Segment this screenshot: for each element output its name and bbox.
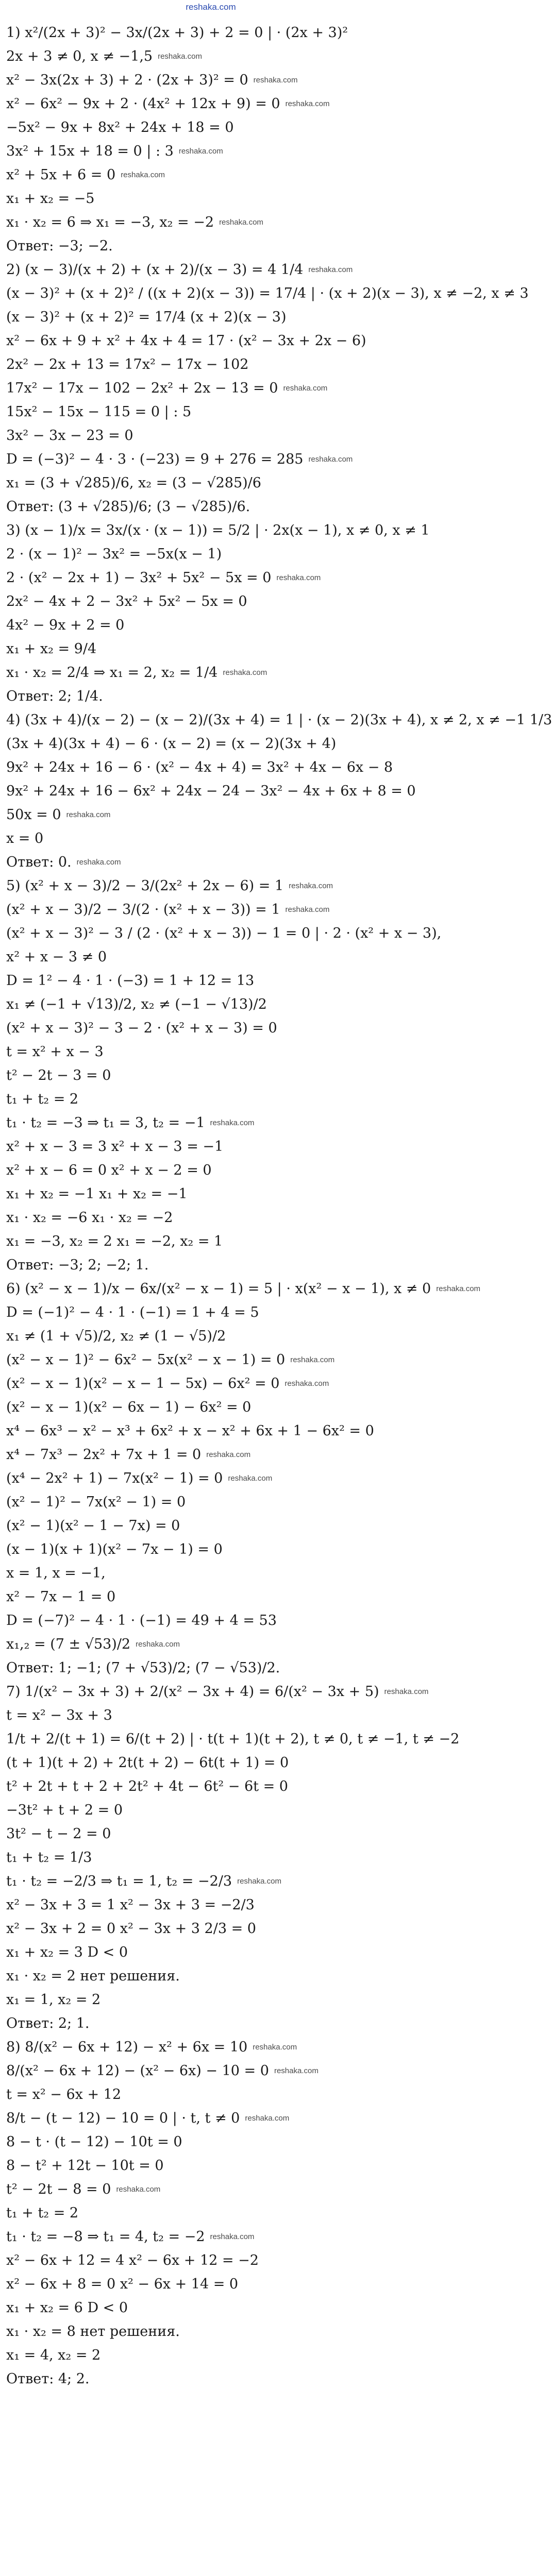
equation-text: (x² + x − 3)² − 3 − 2 · (x² + x − 3) = 0 <box>6 1020 277 1036</box>
solution-line <box>6 1466 413 1490</box>
equation-text: 3) (x − 1)/x = 3x/(x · (x − 1)) = 5/2 | · 2x(x − 1), x ≠ 0, x ≠ 1 <box>6 522 430 538</box>
equation-text: t = x² − 6x + 12 <box>6 2086 122 2103</box>
equation-text: 2x² − 4x + 2 − 3x² + 5x² − 5x = 0 <box>6 593 247 609</box>
solution-line <box>6 2201 413 2225</box>
solution-line <box>6 732 413 755</box>
solution-line <box>6 376 413 400</box>
equation-text: (x − 3)² + (x + 2)² = 17/4 (x + 2)(x − 3) <box>6 309 287 325</box>
solution-line <box>6 1348 413 1371</box>
equation-text: 9x² + 24x + 16 − 6 · (x² − 4x + 4) = 3x² + 4x − 6x − 8 <box>6 759 393 775</box>
equation-text: (x² − x − 1)(x² − 6x − 1) − 6x² = 0 <box>6 1399 252 1415</box>
solution-line <box>6 1632 413 1656</box>
equation-text: t₁ + t₂ = 1/3 <box>6 1849 92 1866</box>
watermark: reshaka.com <box>384 1687 429 1696</box>
solution-line <box>6 281 529 305</box>
solution-line <box>6 803 413 826</box>
solution-line <box>6 44 413 68</box>
equation-text: x₁ + x₂ = 6 D < 0 <box>6 2299 128 2316</box>
equation-text: (x − 1)(x + 1)(x² − 7x − 1) = 0 <box>6 1541 223 1557</box>
equation-text: 7) 1/(x² − 3x + 3) + 2/(x² − 3x + 4) = 6/(x² − 3x + 5) <box>6 1683 379 1700</box>
equation-text: 50x = 0 <box>6 806 61 823</box>
solution-line <box>6 969 413 992</box>
solution-line <box>6 2106 413 2130</box>
equation-text: (t + 1)(t + 2) + 2t(t + 2) − 6t(t + 1) = 0 <box>6 1754 289 1771</box>
equation-text: x² − 6x + 8 = 0 x² − 6x + 14 = 0 <box>6 2276 239 2292</box>
equation-text: 4) (3x + 4)/(x − 2) − (x − 2)/(3x + 4) = 1 | · (x − 2)(3x + 4), x ≠ 2, x ≠ −1 1/3 <box>6 711 552 728</box>
solution-line <box>6 1988 413 2011</box>
solution-line <box>6 992 413 1016</box>
solution-line <box>6 1182 413 1206</box>
watermark: reshaka.com <box>136 1639 180 1649</box>
solution-line <box>6 2177 413 2201</box>
equation-text: 8/t − (t − 12) − 10 = 0 | · t, t ≠ 0 <box>6 2110 240 2126</box>
solution-line <box>6 2343 413 2367</box>
equation-text: x₁ · x₂ = 2/4 ⇒ x₁ = 2, x₂ = 1/4 <box>6 664 218 681</box>
solution-line <box>6 897 413 921</box>
equation-text: x² − 6x² − 9x + 2 · (4x² + 12x + 9) = 0 <box>6 95 280 112</box>
solution-line <box>6 2296 413 2319</box>
equation-text: 2x + 3 ≠ 0, x ≠ −1,5 <box>6 48 153 64</box>
equation-text: x₁ ≠ (−1 + √13)/2, x₂ ≠ (−1 − √13)/2 <box>6 996 267 1012</box>
watermark: reshaka.com <box>121 170 165 179</box>
solution-line <box>6 945 413 969</box>
equation-text: 1) x²/(2x + 3)² − 3x/(2x + 3) + 2 = 0 | · (2x + 3)² <box>6 24 348 41</box>
equation-text: 8/(x² − 6x + 12) − (x² − 6x) − 10 = 0 <box>6 2062 269 2079</box>
solution-line <box>6 1727 460 1751</box>
solution-line <box>6 637 413 660</box>
equation-text: (x² − x − 1)(x² − x − 1 − 5x) − 6x² = 0 <box>6 1375 280 1392</box>
solution-line <box>6 1229 413 1253</box>
solution-line <box>6 518 430 542</box>
equation-text: x = 0 <box>6 830 44 846</box>
solution-line <box>6 1016 413 1040</box>
equation-text: −3t² + t + 2 = 0 <box>6 1802 123 1818</box>
watermark: reshaka.com <box>436 1284 481 1293</box>
solution-line <box>6 1561 413 1585</box>
watermark: reshaka.com <box>274 2066 319 2075</box>
equation-text: t = x² − 3x + 3 <box>6 1707 112 1723</box>
watermark: reshaka.com <box>158 52 202 61</box>
watermark: reshaka.com <box>210 1118 255 1127</box>
solution-line <box>6 1798 413 1822</box>
solution-line <box>6 258 413 281</box>
equation-text: (x² + x − 3)/2 − 3/(2 · (x² + x − 3)) = 1 <box>6 901 280 918</box>
solution-line <box>6 21 413 44</box>
solution-line <box>6 1111 413 1134</box>
equation-text: Ответ: −3; 2; −2; 1. <box>6 1257 149 1273</box>
equation-text: 4x² − 9x + 2 = 0 <box>6 617 125 633</box>
equation-text: x² + x − 3 = 3 x² + x − 3 = −1 <box>6 1138 224 1155</box>
answer-line <box>6 2011 413 2035</box>
equation-text: 8 − t · (t − 12) − 10t = 0 <box>6 2133 182 2150</box>
solution-line <box>6 613 413 637</box>
equation-text: x² − 7x − 1 = 0 <box>6 1588 116 1605</box>
solution-line <box>6 660 413 684</box>
watermark: reshaka.com <box>219 217 263 227</box>
solution-line <box>6 2059 413 2082</box>
equation-text: −5x² − 9x + 8x² + 24x + 18 = 0 <box>6 119 234 135</box>
answer-line <box>6 684 413 708</box>
solution-line <box>6 1277 481 1300</box>
solution-line <box>6 1537 413 1561</box>
solution-line <box>6 92 413 115</box>
equation-text: x = 1, x = −1, <box>6 1565 106 1581</box>
solution-line <box>6 352 413 376</box>
solution-line <box>6 2082 413 2106</box>
solution-line <box>6 1490 413 1514</box>
equation-text: 8 − t² + 12t − 10t = 0 <box>6 2157 164 2174</box>
solution-line <box>6 2272 413 2296</box>
solution-line <box>6 826 413 850</box>
equation-text: x₁ = 4, x₂ = 2 <box>6 2347 101 2363</box>
equation-text: 9x² + 24x + 16 − 6x² + 24x − 24 − 3x² − 4x + 6x + 8 = 0 <box>6 783 416 799</box>
equation-text: x² + x − 6 = 0 x² + x − 2 = 0 <box>6 1162 212 1178</box>
equation-text: 17x² − 17x − 102 − 2x² + 2x − 13 = 0 <box>6 380 278 396</box>
solution-line <box>6 1917 413 1940</box>
equation-text: x⁴ − 7x³ − 2x² + 7x + 1 = 0 <box>6 1446 202 1463</box>
watermark: reshaka.com <box>308 265 353 274</box>
solution-line <box>6 1940 413 1964</box>
watermark: reshaka.com <box>285 1379 329 1388</box>
watermark: reshaka.com <box>285 905 330 914</box>
solution-line <box>6 2319 413 2343</box>
equation-text: Ответ: −3; −2. <box>6 238 113 254</box>
equation-text: x² − 6x + 9 + x² + 4x + 4 = 17 · (x² − 3x + 2x − 6) <box>6 332 366 349</box>
solution-line <box>6 471 413 495</box>
watermark: reshaka.com <box>116 2184 161 2194</box>
equation-text: t² − 2t − 8 = 0 <box>6 2181 111 2197</box>
watermark: reshaka.com <box>245 2113 290 2123</box>
equation-text: 2 · (x² − 2x + 1) − 3x² + 5x² − 5x = 0 <box>6 569 272 586</box>
equation-text: x₁ + x₂ = −1 x₁ + x₂ = −1 <box>6 1185 188 1202</box>
equation-text: Ответ: (3 + √285)/6; (3 − √285)/6. <box>6 498 250 515</box>
equation-text: 2 · (x − 1)² − 3x² = −5x(x − 1) <box>6 546 222 562</box>
equation-text: x₁ + x₂ = 3 D < 0 <box>6 1944 128 1960</box>
solution-line <box>6 1134 413 1158</box>
solution-line <box>6 1040 413 1063</box>
solution-line <box>6 1893 413 1917</box>
solution-line <box>6 1608 413 1632</box>
solution-line <box>6 1443 413 1466</box>
solution-line <box>6 1300 413 1324</box>
equation-text: t = x² + x − 3 <box>6 1043 104 1060</box>
solution-line <box>6 2035 413 2059</box>
solution-line <box>6 210 413 234</box>
watermark: reshaka.com <box>308 454 353 464</box>
solution-line <box>6 1371 413 1395</box>
equation-text: D = (−1)² − 4 · 1 · (−1) = 1 + 4 = 5 <box>6 1304 259 1320</box>
answer-line <box>6 850 413 874</box>
solution-line <box>6 2225 413 2248</box>
solution-line <box>6 1158 413 1182</box>
equation-text: x₁ = (3 + √285)/6, x₂ = (3 − √285)/6 <box>6 474 261 491</box>
equation-text: Ответ: 2; 1/4. <box>6 688 103 704</box>
equation-text: x₁ + x₂ = −5 <box>6 190 95 207</box>
equation-text: x₁ · x₂ = −6 x₁ · x₂ = −2 <box>6 1209 173 1226</box>
watermark: reshaka.com <box>253 2042 297 2052</box>
solution-line <box>6 589 413 613</box>
equation-text: x₁ ≠ (1 + √5)/2, x₂ ≠ (1 − √5)/2 <box>6 1328 226 1344</box>
solution-line <box>6 115 413 139</box>
solution-line <box>6 423 413 447</box>
solution-line <box>6 1206 413 1229</box>
solution-line <box>6 1703 413 1727</box>
solution-line <box>6 1656 413 1680</box>
solution-line <box>6 163 413 187</box>
solution-line <box>6 305 413 329</box>
equation-text: x² + x − 3 ≠ 0 <box>6 948 107 965</box>
solution-line <box>6 1680 429 1703</box>
answer-line <box>6 2367 413 2391</box>
equation-text: 1/t + 2/(t + 1) = 6/(t + 2) | · t(t + 1)(t + 2), t ≠ 0, t ≠ −1, t ≠ −2 <box>6 1731 460 1747</box>
solution-line <box>6 1395 413 1419</box>
equation-text: x₁ · x₂ = 6 ⇒ x₁ = −3, x₂ = −2 <box>6 214 214 230</box>
watermark: reshaka.com <box>210 2232 255 2241</box>
solution-line <box>6 1822 413 1845</box>
watermark: reshaka.com <box>66 810 111 819</box>
equation-text: x₁ · x₂ = 8 нет решения. <box>6 2323 180 2340</box>
solution-line <box>6 139 413 163</box>
equation-text: t₁ · t₂ = −8 ⇒ t₁ = 4, t₂ = −2 <box>6 2228 205 2245</box>
watermark: reshaka.com <box>276 573 321 582</box>
equation-text: (x² − 1)(x² − 1 − 7x) = 0 <box>6 1517 180 1534</box>
equation-text: 6) (x² − x − 1)/x − 6x/(x² − x − 1) = 5 | · x(x² − x − 1), x ≠ 0 <box>6 1280 431 1297</box>
solution-line <box>6 68 413 92</box>
equation-text: x₁ = 1, x₂ = 2 <box>6 1991 101 2008</box>
solution-line <box>6 2130 413 2154</box>
watermark: reshaka.com <box>290 1355 335 1364</box>
equation-text: 15x² − 15x − 115 = 0 | : 5 <box>6 403 192 420</box>
solution-line <box>6 1869 413 1893</box>
equation-text: x₁,₂ = (7 ± √53)/2 <box>6 1636 131 1652</box>
solution-line <box>6 779 416 803</box>
equation-text: 5) (x² + x − 3)/2 − 3/(2x² + 2x − 6) = 1 <box>6 877 284 894</box>
equation-text: x² − 3x + 2 = 0 x² − 3x + 3 2/3 = 0 <box>6 1920 256 1937</box>
answer-line <box>6 234 413 258</box>
equation-text: Ответ: 1; −1; (7 + √53)/2; (7 − √53)/2. <box>6 1659 280 1676</box>
equation-text: x₁ · x₂ = 2 нет решения. <box>6 1968 180 1984</box>
solution-line <box>6 1087 413 1111</box>
equation-text: (x⁴ − 2x² + 1) − 7x(x² − 1) = 0 <box>6 1470 223 1486</box>
equation-text: x⁴ − 6x³ − x² − x³ + 6x² + x − x² + 6x + 1 − 6x² = 0 <box>6 1422 374 1439</box>
equation-text: t² + 2t + t + 2 + 2t² + 4t − 6t² − 6t = 0 <box>6 1778 288 1794</box>
equation-text: (x² − 1)² − 7x(x² − 1) = 0 <box>6 1494 186 1510</box>
equation-text: 2) (x − 3)/(x + 2) + (x + 2)/(x − 3) = 4 1/4 <box>6 261 304 278</box>
solution-line <box>6 542 413 566</box>
solution-line <box>6 1751 413 1774</box>
solution-line <box>6 2248 413 2272</box>
equation-text: D = 1² − 4 · 1 · (−3) = 1 + 12 = 13 <box>6 972 255 989</box>
equation-text: x² − 6x + 12 = 4 x² − 6x + 12 = −2 <box>6 2252 259 2268</box>
equation-text: t₁ + t₂ = 2 <box>6 2205 79 2221</box>
solution-line <box>6 1585 413 1608</box>
solution-line <box>6 400 413 423</box>
equation-text: D = (−3)² − 4 · 3 · (−23) = 9 + 276 = 285 <box>6 451 304 467</box>
solution-line <box>6 921 442 945</box>
equation-text: t² − 2t − 3 = 0 <box>6 1067 111 1083</box>
watermark: reshaka.com <box>76 857 121 867</box>
equation-text: t₁ · t₂ = −2/3 ⇒ t₁ = 1, t₂ = −2/3 <box>6 1873 232 1889</box>
watermark: reshaka.com <box>206 1450 251 1459</box>
equation-text: D = (−7)² − 4 · 1 · (−1) = 49 + 4 = 53 <box>6 1612 277 1629</box>
site-link[interactable]: reshaka.com <box>186 2 236 12</box>
solution-line <box>6 329 413 352</box>
equation-text: Ответ: 2; 1. <box>6 2015 90 2031</box>
watermark: reshaka.com <box>285 99 330 108</box>
solution-line <box>6 566 413 589</box>
solution-line <box>6 1063 413 1087</box>
equation-text: x² − 3x(2x + 3) + 2 · (2x + 3)² = 0 <box>6 72 248 88</box>
answer-line <box>6 495 413 518</box>
solution-line <box>6 2154 413 2177</box>
equation-text: t₁ + t₂ = 2 <box>6 1091 79 1107</box>
equation-text: x₁ = −3, x₂ = 2 x₁ = −2, x₂ = 1 <box>6 1233 223 1249</box>
equation-text: Ответ: 0. <box>6 854 72 870</box>
watermark: reshaka.com <box>228 1473 273 1483</box>
solution-line <box>6 1774 413 1798</box>
equation-text: 8) 8/(x² − 6x + 12) − x² + 6x = 10 <box>6 2039 248 2055</box>
solution-line <box>6 1419 413 1443</box>
solution-content <box>6 21 552 2391</box>
watermark: reshaka.com <box>178 146 223 156</box>
answer-line <box>6 1253 413 1277</box>
equation-text: x₁ + x₂ = 9/4 <box>6 640 97 657</box>
equation-text: (x² + x − 3)² − 3 / (2 · (x² + x − 3)) − 1 = 0 | · 2 · (x² + x − 3), <box>6 925 442 941</box>
watermark: reshaka.com <box>253 75 298 84</box>
watermark: reshaka.com <box>237 1876 281 1886</box>
equation-text: x² − 3x + 3 = 1 x² − 3x + 3 = −2/3 <box>6 1896 255 1913</box>
equation-text: (x − 3)² + (x + 2)² / ((x + 2)(x − 3)) = 17/4 | · (x + 2)(x − 3), x ≠ −2, x ≠ 3 <box>6 285 529 301</box>
equation-text: Ответ: 4; 2. <box>6 2370 90 2387</box>
equation-text: 3x² − 3x − 23 = 0 <box>6 427 133 444</box>
equation-text: (3x + 4)(3x + 4) − 6 · (x − 2) = (x − 2)(3x + 4) <box>6 735 337 752</box>
equation-text: (x² − x − 1)² − 6x² − 5x(x² − x − 1) = 0 <box>6 1351 286 1368</box>
equation-text: 2x² − 2x + 13 = 17x² − 17x − 102 <box>6 356 249 372</box>
solution-line <box>6 1964 413 1988</box>
equation-text: 3t² − t − 2 = 0 <box>6 1825 111 1842</box>
watermark: reshaka.com <box>289 881 333 890</box>
solution-line <box>6 1845 413 1869</box>
solution-line <box>6 708 552 732</box>
watermark: reshaka.com <box>223 668 267 677</box>
watermark: reshaka.com <box>283 383 328 393</box>
equation-text: t₁ · t₂ = −3 ⇒ t₁ = 3, t₂ = −1 <box>6 1114 205 1131</box>
solution-line <box>6 187 413 210</box>
solution-line <box>6 874 413 897</box>
solution-line <box>6 1324 413 1348</box>
solution-line <box>6 755 413 779</box>
solution-line <box>6 447 413 471</box>
solution-line <box>6 1514 413 1537</box>
equation-text: 3x² + 15x + 18 = 0 | : 3 <box>6 143 174 159</box>
equation-text: x² + 5x + 6 = 0 <box>6 166 116 183</box>
